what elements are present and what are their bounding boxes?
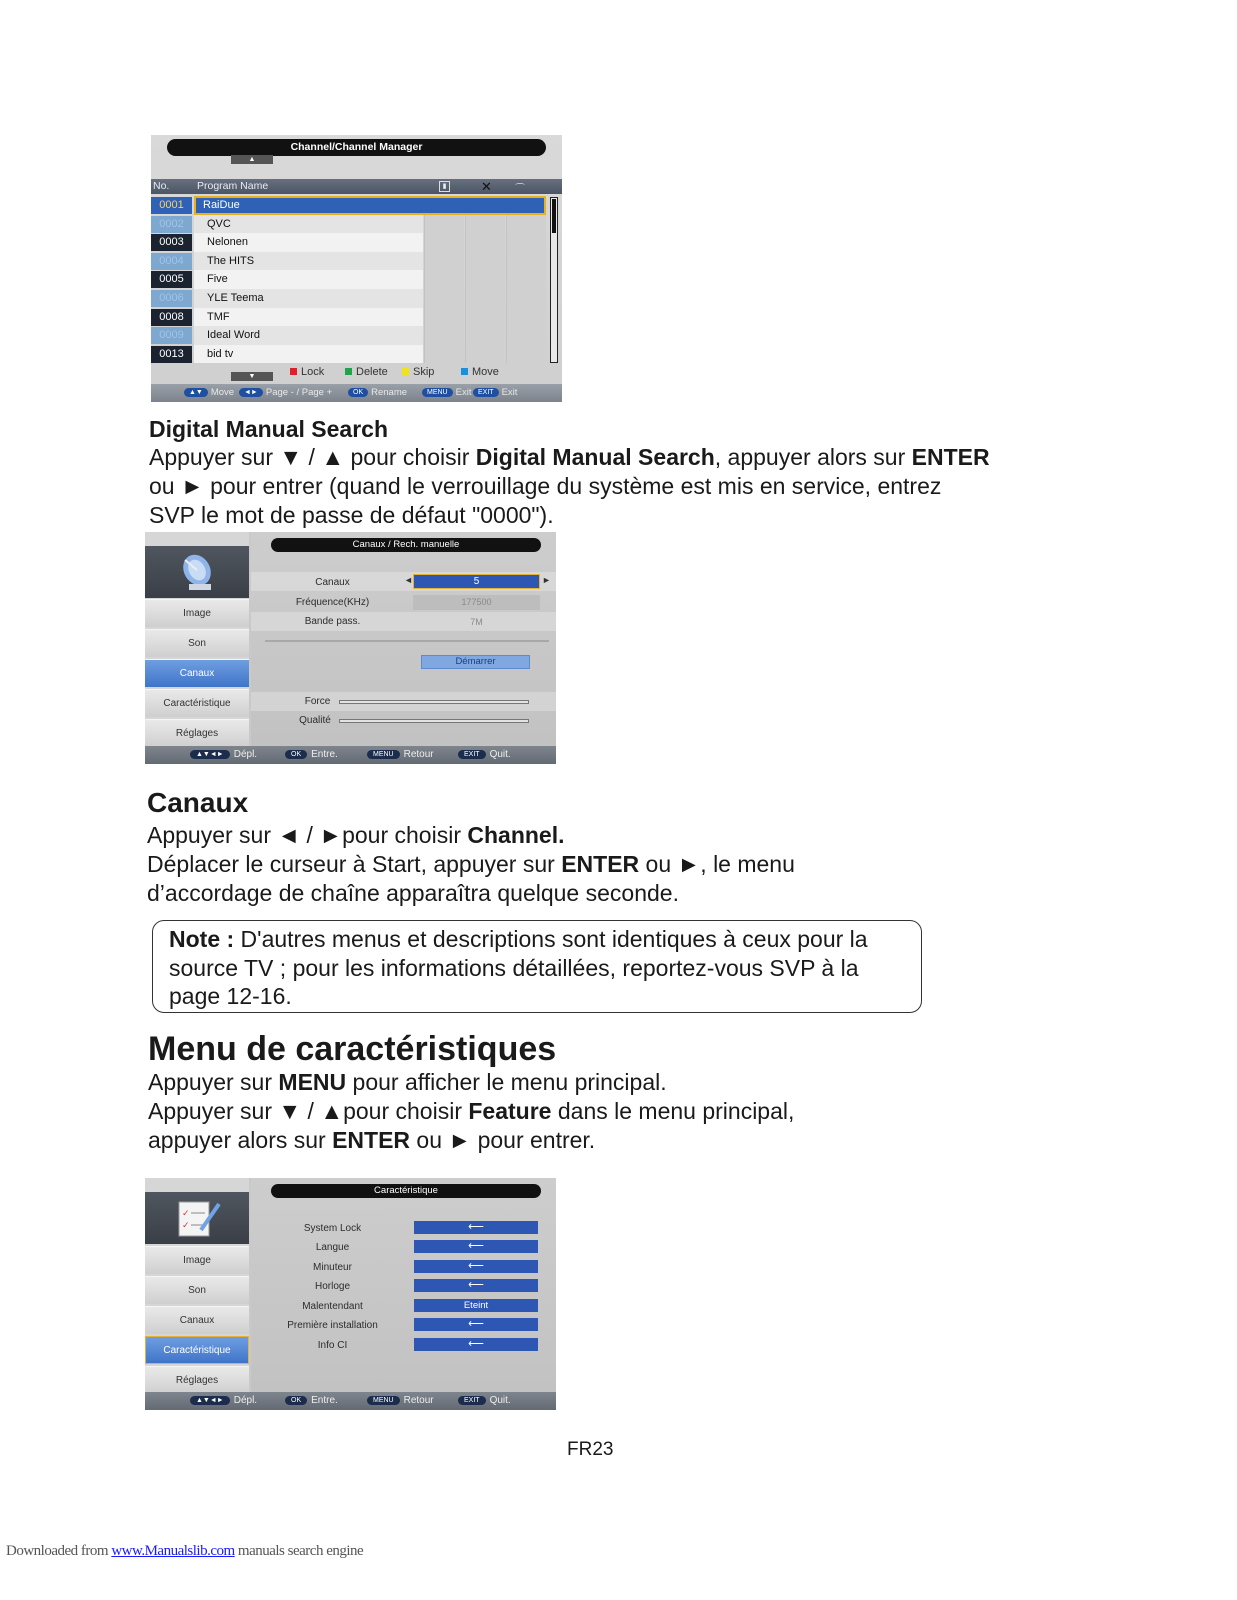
feature-item-value: ⟵ (414, 1318, 538, 1331)
text: D'autres menus et descriptions sont identiques à ceux pour la (234, 926, 868, 952)
channel-name: The HITS (194, 252, 423, 271)
footer-exit (473, 384, 517, 402)
sidebar-item-son: Son (145, 1276, 249, 1304)
channel-row (151, 270, 562, 289)
channel-manager-screenshot (151, 135, 562, 402)
feature-item-value: ⟵ (414, 1260, 538, 1273)
text: appuyer alors sur (148, 1127, 333, 1153)
channel-manager-title: Channel/Channel Manager (167, 139, 546, 156)
text-bold: MENU (278, 1069, 347, 1095)
footer-exit-label: Exit (501, 387, 518, 398)
download-footer (6, 1543, 363, 1560)
feature-item-label: Horloge (314, 1281, 351, 1292)
text-bold: ENTER (561, 851, 640, 877)
lock-cell (424, 289, 464, 308)
delete-cell (465, 270, 505, 289)
force-bar (339, 700, 529, 704)
scroll-down-icon: ▼ (231, 372, 273, 381)
legend-delete-label: Delete (356, 366, 388, 378)
footer-move (184, 384, 234, 402)
osd-main-panel (251, 532, 556, 746)
footer-depl (190, 746, 257, 764)
frequence-value: 177500 (413, 595, 540, 610)
channel-name: QVC (194, 215, 423, 234)
osd-footer (145, 746, 556, 764)
legend-move-label: Move (472, 366, 499, 378)
footer-quit (458, 1392, 511, 1410)
channel-name: Five (194, 270, 423, 289)
blue-square-icon (461, 368, 468, 375)
channel-name: Ideal Word (194, 326, 423, 345)
channel-manager-footer (151, 384, 562, 402)
force-label: Force (304, 696, 331, 707)
skip-cell (506, 308, 546, 327)
footer-page (239, 384, 332, 402)
note-line-2: source TV ; pour les informations détaillées, reportez-vous SVP à la (169, 955, 859, 981)
nav-keys-icon: ▲▼◄► (190, 1396, 230, 1405)
channel-row (151, 233, 562, 252)
delete-column-icon: ✕ (481, 179, 492, 194)
digital-paragraph-line-3: SVP le mot de passe de défaut "0000"). (149, 502, 554, 528)
channel-table-header (151, 179, 562, 194)
bande-pass-label: Bande pass. (304, 616, 361, 627)
manual-search-osd-screenshot (145, 532, 556, 764)
channel-number: 0013 (151, 346, 192, 363)
qualite-label: Qualité (299, 715, 331, 726)
osd-title: Caractéristique (271, 1184, 541, 1198)
menu-line-1 (148, 1068, 667, 1097)
sidebar-item-image: Image (145, 599, 249, 627)
channel-number: 0003 (151, 234, 192, 251)
channel-row (151, 215, 562, 234)
note-label: Note : (169, 926, 235, 952)
skip-cell (506, 345, 546, 364)
lock-column-icon: ▮ (439, 181, 450, 192)
right-arrow-icon: ► (542, 575, 551, 585)
footer-entre (285, 746, 338, 764)
green-square-icon (345, 368, 352, 375)
menu-key-icon: MENU (367, 1396, 400, 1405)
exit-key-icon: EXIT (473, 388, 499, 397)
footer-rename-label: Rename (371, 387, 408, 398)
feature-item-label: System Lock (303, 1223, 362, 1234)
text: Appuyer sur ▼ / ▲pour choisir (148, 1098, 469, 1124)
text-bold: Digital Manual Search (475, 444, 715, 470)
legend-skip-label: Skip (413, 366, 435, 378)
channel-number: 0008 (151, 309, 192, 326)
channel-scrollbar (550, 197, 558, 363)
bande-pass-value: 7M (470, 617, 483, 627)
legend-skip (402, 366, 434, 378)
footer-entre (285, 1392, 338, 1410)
ok-key-icon: OK (285, 1396, 307, 1405)
feature-item-value: ⟵ (414, 1279, 538, 1292)
footer-retour (367, 1392, 434, 1410)
footer-entre-label: Entre. (311, 749, 338, 760)
canaux-line-3: d’accordage de chaîne apparaîtra quelque seconde. (147, 880, 679, 906)
footer-depl (190, 1392, 257, 1410)
menu-caracteristiques-heading: Menu de caractéristiques (148, 1030, 557, 1068)
menu-line-3 (148, 1126, 595, 1155)
sidebar-item-reglages: Réglages (145, 1366, 249, 1394)
frequence-label: Fréquence(KHz) (295, 597, 370, 608)
menu-line-2 (148, 1097, 794, 1126)
text: Appuyer sur (148, 1069, 279, 1095)
yellow-square-icon (402, 368, 409, 375)
download-prefix: Downloaded from (6, 1543, 112, 1559)
text: Appuyer sur ▼ / ▲ pour choisir (149, 444, 476, 470)
red-square-icon (290, 368, 297, 375)
channel-row (151, 308, 562, 327)
legend-lock-label: Lock (301, 366, 325, 378)
footer-retour (367, 746, 434, 764)
scroll-up-icon: ▲ (231, 155, 273, 164)
channel-number: 0001 (151, 197, 192, 214)
text: dans le menu principal, (551, 1098, 795, 1124)
qualite-bar (339, 719, 529, 723)
delete-cell (465, 308, 505, 327)
osd-title: Canaux / Rech. manuelle (271, 538, 541, 552)
text: Déplacer le curseur à Start, appuyer sur (147, 851, 562, 877)
skip-cell (506, 326, 546, 345)
lock-cell (424, 270, 464, 289)
channel-number: 0002 (151, 216, 192, 233)
feature-item-label: Langue (315, 1242, 350, 1253)
legend-delete (345, 366, 388, 378)
satellite-dish-icon (145, 546, 249, 598)
lock-cell (424, 215, 464, 234)
digital-paragraph-line-2: ou ► pour entrer (quand le verrouillage du système est mis en service, entrez (149, 473, 942, 499)
menu-key-icon: MENU (367, 750, 400, 759)
lock-cell (424, 345, 464, 364)
feature-item-value: ⟵ (414, 1221, 538, 1234)
left-right-key-icon: ◄► (239, 388, 263, 397)
demarrer-button: Démarrer (421, 655, 530, 669)
footer-depl-label: Dépl. (233, 1395, 258, 1406)
footer-rename (348, 384, 407, 402)
col-name-header: Program Name (197, 180, 269, 192)
text: ou ►, le menu (639, 851, 795, 877)
canaux-heading: Canaux (147, 787, 249, 818)
channel-row (151, 345, 562, 364)
channel-number: 0005 (151, 271, 192, 288)
skip-cell (506, 270, 546, 289)
delete-cell (465, 345, 505, 364)
channel-name: Nelonen (194, 233, 423, 252)
channel-number: 0009 (151, 327, 192, 344)
feature-item-label: Première installation (287, 1320, 378, 1331)
channel-row (151, 196, 562, 215)
manualslib-link[interactable]: www.Manualslib.com (111, 1543, 235, 1559)
ok-key-icon: OK (285, 750, 307, 759)
channel-list (151, 196, 562, 363)
delete-cell (465, 326, 505, 345)
legend-lock (290, 366, 324, 378)
channel-number: 0006 (151, 290, 192, 307)
svg-text:✓: ✓ (182, 1209, 190, 1219)
download-suffix: manuals search engine (234, 1543, 364, 1559)
delete-cell (465, 215, 505, 234)
note-line-1 (169, 925, 868, 954)
sidebar-item-caracteristique: Caractéristique (145, 689, 249, 717)
menu-key-icon: MENU (422, 388, 453, 397)
feature-item-value: ⟵ (414, 1338, 538, 1351)
delete-cell (465, 289, 505, 308)
delete-cell (465, 252, 505, 271)
sidebar-item-caracteristique: Caractéristique (145, 1336, 249, 1364)
channel-name: YLE Teema (194, 289, 423, 308)
text-bold: Feature (468, 1098, 552, 1124)
left-arrow-icon: ◄ (404, 575, 413, 585)
text-bold: ENTER (911, 444, 990, 470)
digital-paragraph-line-1 (149, 443, 990, 472)
col-no-header: No. (153, 180, 170, 192)
footer-depl-label: Dépl. (233, 749, 258, 760)
note-line-3: page 12-16. (169, 983, 292, 1009)
channel-row (151, 326, 562, 345)
sidebar-item-image: Image (145, 1246, 249, 1274)
channel-name: RaiDue (194, 196, 546, 215)
footer-menu-exit-label: Exit (455, 387, 472, 398)
lock-cell (424, 252, 464, 271)
delete-cell (465, 233, 505, 252)
exit-key-icon: EXIT (458, 1396, 486, 1405)
digital-manual-search-heading: Digital Manual Search (149, 416, 389, 442)
exit-key-icon: EXIT (458, 750, 486, 759)
feature-item-label: Minuteur (313, 1262, 352, 1273)
sidebar-item-canaux: Canaux (145, 1306, 249, 1334)
channel-row (151, 252, 562, 271)
sidebar-item-son: Son (145, 629, 249, 657)
feature-item-label: Info CI (317, 1340, 348, 1351)
divider (265, 640, 549, 642)
lock-cell (424, 233, 464, 252)
legend-move (461, 366, 499, 378)
up-down-key-icon: ▲▼ (184, 388, 208, 397)
footer-menu-exit (422, 384, 471, 402)
footer-retour-label: Retour (403, 749, 434, 760)
footer-quit-label: Quit. (489, 1395, 511, 1406)
text-bold: ENTER (332, 1127, 411, 1153)
page-number: FR23 (567, 1439, 614, 1460)
text-bold: Channel. (467, 822, 565, 848)
footer-quit-label: Quit. (489, 749, 511, 760)
footer-retour-label: Retour (403, 1395, 434, 1406)
text: ou ► pour entrer. (410, 1127, 596, 1153)
channel-name: TMF (194, 308, 423, 327)
footer-quit (458, 746, 511, 764)
svg-text:✓: ✓ (182, 1221, 190, 1231)
skip-cell (506, 215, 546, 234)
canaux-line-2 (147, 850, 795, 879)
canaux-line-1 (147, 821, 565, 850)
sidebar-item-reglages: Réglages (145, 719, 249, 747)
skip-cell (506, 289, 546, 308)
osd-footer (145, 1392, 556, 1410)
skip-column-icon: ⌒ (515, 184, 525, 195)
channel-row (151, 289, 562, 308)
feature-menu-osd-screenshot (145, 1178, 556, 1410)
canaux-label: Canaux (315, 577, 350, 588)
skip-cell (506, 233, 546, 252)
nav-keys-icon: ▲▼◄► (190, 750, 230, 759)
checklist-icon (145, 1192, 249, 1244)
footer-page-label: Page - / Page + (265, 387, 333, 398)
sidebar-item-canaux: Canaux (145, 659, 249, 687)
channel-name: bid tv (194, 345, 423, 364)
feature-item-value: Eteint (414, 1299, 538, 1312)
footer-entre-label: Entre. (311, 1395, 338, 1406)
text: pour afficher le menu principal. (346, 1069, 667, 1095)
lock-cell (424, 308, 464, 327)
feature-item-value: ⟵ (414, 1240, 538, 1253)
channel-number: 0004 (151, 253, 192, 270)
ok-key-icon: OK (348, 388, 368, 397)
text: Appuyer sur ◄ / ►pour choisir (147, 822, 468, 848)
scrollbar-thumb (552, 199, 556, 233)
footer-move-label: Move (210, 387, 235, 398)
canaux-value: 5 (413, 574, 540, 589)
text: , appuyer alors sur (714, 444, 912, 470)
lock-cell (424, 326, 464, 345)
feature-item-label: Malentendant (302, 1301, 363, 1312)
skip-cell (506, 252, 546, 271)
